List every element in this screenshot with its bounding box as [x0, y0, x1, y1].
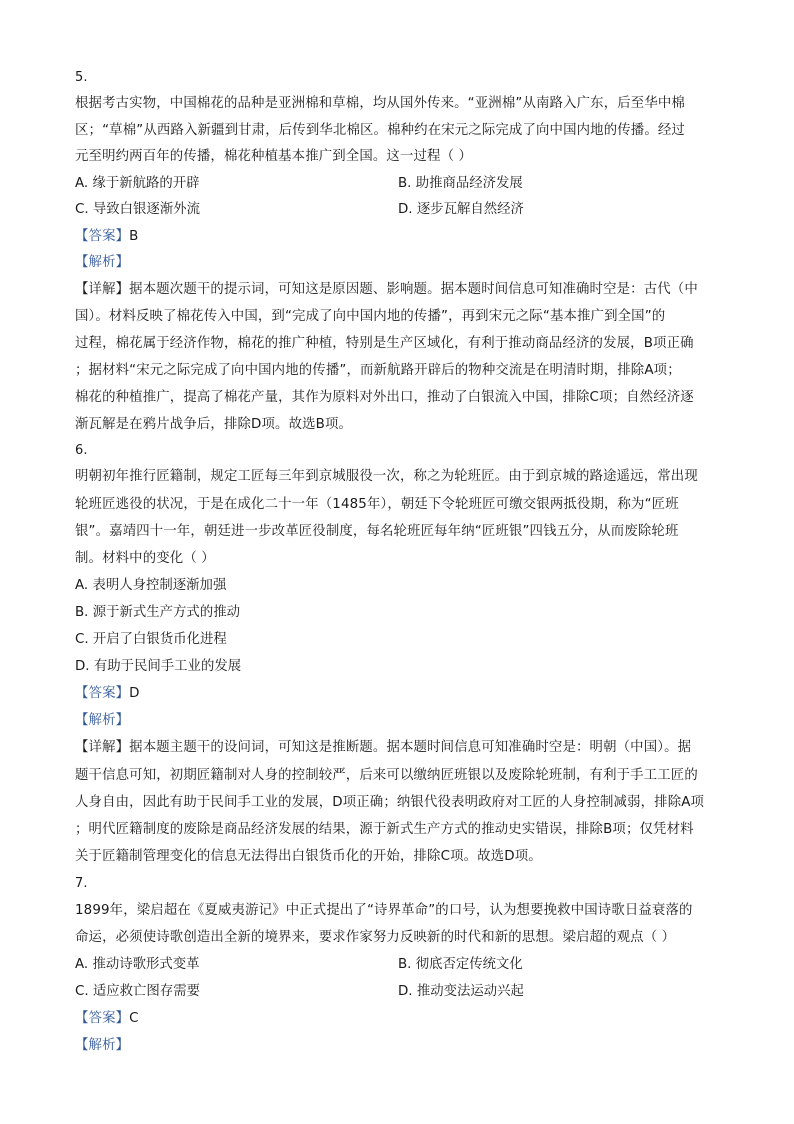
detail-text: 据本题主题干的设问词，可知这是推断题。据本题时间信息可知准确时空是：明朝（中国）。据 [129, 740, 692, 755]
q5-detail-line [75, 276, 725, 303]
q6-detail-line: 关于匠籍制管理变化的信息无法得出白银货币化的开始，排除C项。故选D项。 [75, 849, 542, 864]
q6-answer [75, 680, 725, 707]
q6-analysis-tag: 【解析】 [75, 713, 130, 728]
q5-detail-line: 过程，棉花属于经济作物，棉花的推广种植，特别是生产区域化，有利于推动商品经济的发展，B项正确 [75, 336, 694, 351]
q7-number: 7. [75, 876, 88, 891]
q7-option-c: C. 适应救亡图存需要 [75, 984, 200, 999]
detail-text: 据本题次题干的提示词，可知这是原因题、影响题。据本题时间信息可知准确时空是：古代（中 [129, 282, 698, 297]
q5-option-c: C. 导致白银逐渐外流 [75, 202, 200, 217]
q7-analysis-tag: 【解析】 [75, 1038, 130, 1053]
answer-tag: 【答案】 [75, 686, 130, 701]
answer-value: C [129, 1011, 139, 1026]
q5-stem-line: 元至明约两百年的传播，棉花种植基本推广到全国。这一过程（ ） [75, 149, 473, 164]
detail-tag: 【详解】 [75, 282, 130, 297]
q5-answer [75, 223, 725, 250]
q7-option-a: A. 推动诗歌形式变革 [75, 957, 200, 972]
q5-stem-line: 区；“草棉”从西路入新疆到甘肃，后传到华北棉区。棉种约在宋元之际完成了向中国内地的传播。经过 [75, 123, 685, 138]
q7-answer [75, 1005, 725, 1032]
answer-tag: 【答案】 [75, 1011, 130, 1026]
answer-tag: 【答案】 [75, 229, 130, 244]
q5-option-a: A. 缘于新航路的开辟 [75, 176, 200, 191]
q7-stem-line: 命运，必须使诗歌创造出全新的境界来，要求作家努力反映新的时代和新的思想。梁启超的观点（ ） [75, 930, 676, 945]
detail-tag: 【详解】 [75, 740, 130, 755]
q6-number: 6. [75, 443, 88, 458]
q6-stem-line: 制。材料中的变化（ ） [75, 551, 215, 566]
q6-detail-line: 题干信息可知，初期匠籍制对人身的控制较严，后来可以缴纳匠班银以及废除轮班制，有利于手工工匠的 [75, 768, 698, 783]
q5-stem-line: 根据考古实物，中国棉花的品种是亚洲棉和草棉，均从国外传来。“亚洲棉”从南路入广东，后至华中棉 [75, 96, 685, 111]
q6-detail-line: 人身自由，因此有助于民间手工业的发展，D项正确；纳银代役表明政府对工匠的人身控制减弱，排除A项 [75, 795, 705, 810]
q5-option-b: B. 助推商品经济发展 [398, 176, 523, 191]
q5-detail-line: 国）。材料反映了棉花传入中国，到“完成了向中国内地的传播”，再到宋元之际“基本推广到全国”的 [75, 309, 666, 324]
q6-option-a: A. 表明人身控制逐渐加强 [75, 578, 227, 593]
q5-detail-line: 渐瓦解是在鸦片战争后，排除D项。故选B项。 [75, 417, 353, 432]
q6-detail-line: ；明代匠籍制度的废除是商品经济发展的结果，源于新式生产方式的推动史实错误，排除B项；仅凭材料 [75, 822, 694, 837]
q7-stem-line: 1899年，梁启超在《夏威夷游记》中正式提出了“诗界革命”的口号，认为想要挽救中国诗歌日益衰落的 [75, 903, 693, 918]
q6-option-b: B. 源于新式生产方式的推动 [75, 605, 240, 620]
answer-value: D [129, 686, 140, 701]
q6-stem-line: 银”。嘉靖四十一年，朝廷进一步改革匠役制度，每名轮班匠每年纳“匠班银”四钱五分，从而废除轮班 [75, 524, 679, 539]
q6-stem-line: 轮班匠逃役的状况，于是在成化二十一年（1485年），朝廷下令轮班匠可缴交银两抵役期，称为“匠班 [75, 497, 679, 512]
q6-detail-line [75, 734, 725, 761]
q7-option-d: D. 推动变法运动兴起 [398, 984, 524, 999]
q5-analysis-tag: 【解析】 [75, 255, 130, 270]
q5-detail-line: ；据材料“宋元之际完成了向中国内地的传播”，而新航路开辟后的物种交流是在明清时期，排除A项； [75, 363, 681, 378]
q7-option-b: B. 彻底否定传统文化 [398, 957, 523, 972]
answer-value: B [129, 229, 139, 244]
q5-option-d: D. 逐步瓦解自然经济 [398, 202, 524, 217]
q5-detail-line: 棉花的种植推广，提高了棉花产量，其作为原料对外出口，推动了白银流入中国，排除C项；自然经济逐 [75, 390, 694, 405]
q6-option-d: D. 有助于民间手工业的发展 [75, 659, 242, 674]
q6-option-c: C. 开启了白银货币化进程 [75, 632, 227, 647]
q6-stem-line: 明朝初年推行匠籍制，规定工匠每三年到京城服役一次，称之为轮班匠。由于到京城的路途遥远，常出现 [75, 469, 698, 484]
q5-number: 5. [75, 70, 88, 85]
